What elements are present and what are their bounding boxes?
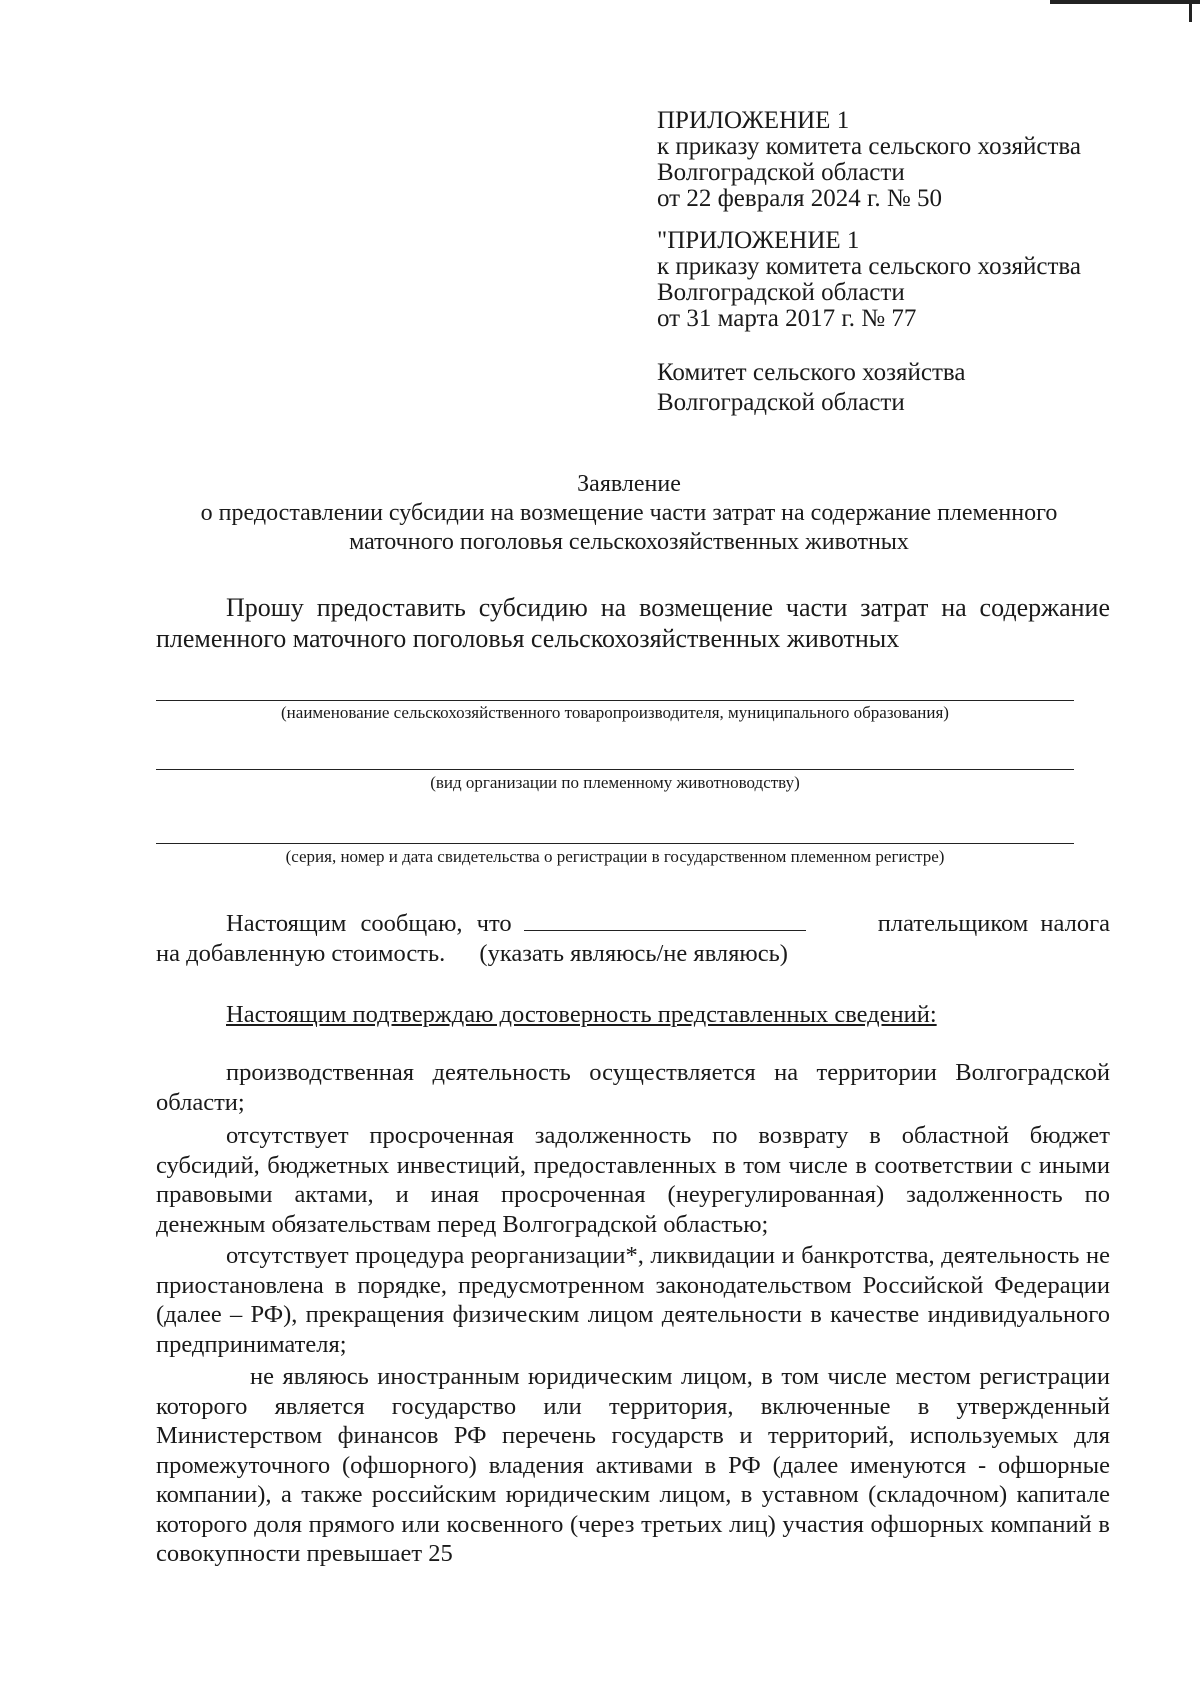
document-title-subject-2: маточного поголовья сельскохозяйственных животных [349,529,909,555]
appendix-title: ПРИЛОЖЕНИЕ 1 [657,107,850,134]
addressee-line-2: Волгоградской области [657,389,905,416]
document-title [150,470,1108,557]
appendix-date-line: от 22 февраля 2024 г. № 50 [657,185,943,212]
appendix-header-current [657,108,1081,212]
vat-notice-payer: плательщиком налога [877,910,1110,937]
document-title-heading: Заявление [577,471,681,497]
appendix-title: "ПРИЛОЖЕНИЕ 1 [657,227,860,254]
addressee-block [657,358,965,418]
statement-no-debt: отсутствует просроченная задолженность по возврату в областной бюджет субсидий, бюджетных инвестиций, предоставленных в том числе в соответствии с иными правовыми актами, и иная просроченная (неурегулированная) задолженность по денежным обязательствам перед Волгоградской областью; [156,1122,1110,1238]
vat-notice-line2: на добавленную стоимость. [156,940,446,967]
appendix-order-line: к приказу комитета сельского хозяйства [657,253,1081,280]
scan-edge-mark [1050,0,1200,4]
producer-name-caption: (наименование сельскохозяйственного товаропроизводителя, муниципального образования) [281,703,949,722]
request-paragraph: Прошу предоставить субсидию на возмещение части затрат на содержание племенного маточного поголовья сельскохозяйственных животных [156,593,1110,653]
producer-name-field[interactable] [156,700,1074,701]
appendix-region-line: Волгоградской области [657,159,905,186]
appendix-header-original [657,228,1081,332]
vat-status-blank[interactable] [524,908,806,931]
vat-notice-text: Настоящим сообщаю, что [226,910,512,937]
confirmation-heading: Настоящим подтверждаю достоверность представленных сведений: [226,1001,937,1028]
certificate-field[interactable] [156,843,1074,844]
appendix-date-line: от 31 марта 2017 г. № 77 [657,305,917,332]
vat-notice [156,908,1110,969]
certificate-caption: (серия, номер и дата свидетельства о регистрации в государственном племенном регистре) [285,847,945,866]
org-type-field[interactable] [156,769,1074,770]
appendix-order-line: к приказу комитета сельского хозяйства [657,133,1081,160]
vat-notice-hint: (указать являюсь/не являюсь) [479,940,788,967]
appendix-region-line: Волгоградской области [657,279,905,306]
statement-not-offshore: не являюсь иностранным юридическим лицом, в том числе местом регистрации которого является государство или территория, включенные в утвержденный Министерством финансов РФ перечень государств и территорий, используемых для промежуточного (офшорного) владения активами в РФ (далее именуются - офшорные компании), а также российским юридическим лицом, в уставном (складочном) капитале которого доля прямого или косвенного (через третьих лиц) участия офшорных компаний в совокупности превышает 25 [156,1363,1110,1567]
statement-no-reorganization: отсутствует процедура реорганизации*, ликвидации и банкротства, деятельность не приостановлена в порядке, предусмотренном законодательством Российской Федерации (далее – РФ), прекращения физическим лицом деятельности в качестве индивидуального предпринимателя; [156,1242,1110,1358]
addressee-line-1: Комитет сельского хозяйства [657,359,966,386]
statement-territory: производственная деятельность осуществляется на территории Волгоградской области; [156,1059,1110,1116]
document-title-subject-1: о предоставлении субсидии на возмещение части затрат на содержание племенного [200,500,1058,526]
scan-edge-mark-vertical [1189,0,1192,22]
org-type-caption: (вид организации по племенному животноводству) [430,773,800,792]
